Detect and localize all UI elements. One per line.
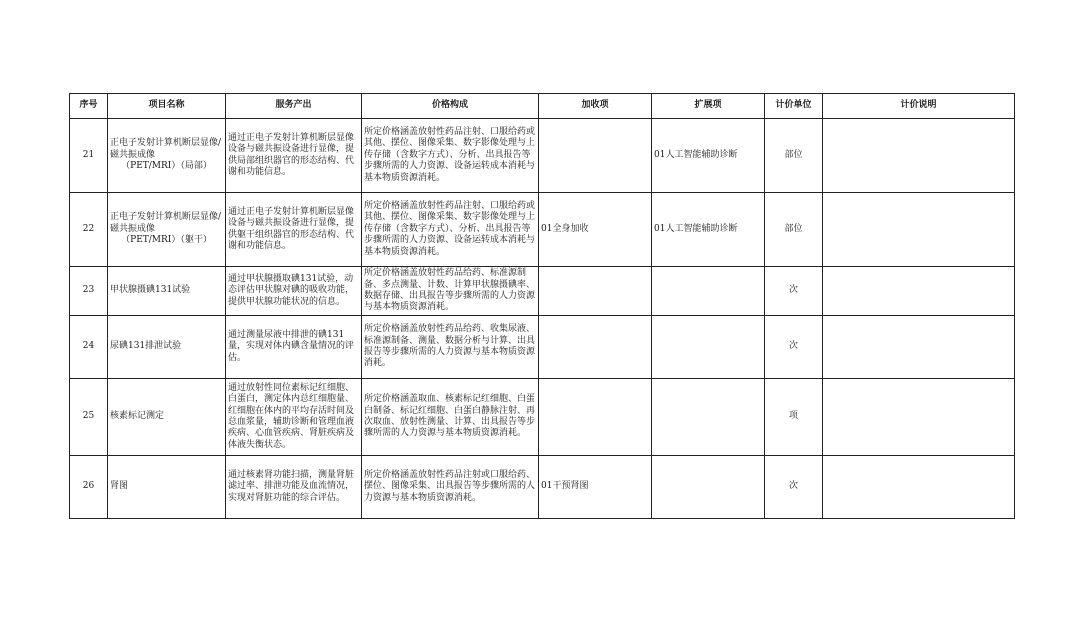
cell-extend (652, 267, 765, 316)
cell-note (823, 193, 1015, 267)
cell-seq: 23 (70, 267, 108, 316)
cell-note (823, 379, 1015, 456)
cell-name-extra: （PET/MRI）（躯干） (121, 235, 212, 246)
header-unit: 计价单位 (765, 94, 823, 119)
cell-unit: 次 (765, 456, 823, 519)
cell-unit: 项 (765, 379, 823, 456)
cell-addon (539, 119, 652, 193)
header-output: 服务产出 (226, 94, 362, 119)
cell-extend (652, 379, 765, 456)
cell-note (823, 119, 1015, 193)
cell-addon: 01干预肾图 (539, 456, 652, 519)
pricing-table (69, 93, 1015, 519)
cell-unit: 次 (765, 267, 823, 316)
cell-price: 所定价格涵盖放射性药品注射或口服给药、摆位、图像采集、出具报告等步骤所需的人力资源与基本物质资源消耗。 (362, 456, 539, 519)
header-price: 价格构成 (362, 94, 539, 119)
table-row (70, 193, 1015, 267)
cell-output: 通过正电子发射计算机断层显像设备与磁共振设备进行显像，提供躯干组织器官的形态结构、代谢和功能信息。 (226, 193, 362, 267)
cell-output: 通过核素肾功能扫描，测量肾脏滤过率、排泄功能及血流情况，实现对肾脏功能的综合评估。 (226, 456, 362, 519)
cell-name: 核素标记测定 (108, 379, 226, 456)
cell-seq: 24 (70, 316, 108, 379)
cell-addon (539, 316, 652, 379)
cell-output: 通过测量尿液中排泄的碘131量，实现对体内碘含量情况的评估。 (226, 316, 362, 379)
cell-seq: 25 (70, 379, 108, 456)
cell-addon (539, 379, 652, 456)
cell-name-main: 正电子发射计算机断层显像/磁共振成像 (110, 212, 222, 234)
cell-note (823, 316, 1015, 379)
pricing-table-page (69, 93, 1014, 519)
cell-price: 所定价格涵盖放射性药品注射、口服给药或其他、摆位、图像采集、数字影像处理与上传存储（含数字方式）、分析、出具报告等步骤所需的人力资源、设备运转成本消耗与基本物质资源消耗。 (362, 119, 539, 193)
header-seq: 序号 (70, 94, 108, 119)
cell-price: 所定价格涵盖放射性药品注射、口服给药或其他、摆位、图像采集、数字影像处理与上传存储（含数字方式）、分析、出具报告等步骤所需的人力资源、设备运转成本消耗与基本物质资源消耗。 (362, 193, 539, 267)
table-row (70, 379, 1015, 456)
header-addon: 加收项 (539, 94, 652, 119)
cell-name (108, 193, 226, 267)
cell-name-main: 正电子发射计算机断层显像/磁共振成像 (110, 138, 222, 160)
cell-extend: 01人工智能辅助诊断 (652, 193, 765, 267)
table-header-row (70, 94, 1015, 119)
cell-name (108, 119, 226, 193)
cell-output: 通过正电子发射计算机断层显像设备与磁共振设备进行显像，提供局部组织器官的形态结构、代谢和功能信息。 (226, 119, 362, 193)
header-name: 项目名称 (108, 94, 226, 119)
table-row (70, 119, 1015, 193)
header-extend: 扩展项 (652, 94, 765, 119)
cell-name: 肾图 (108, 456, 226, 519)
cell-seq: 22 (70, 193, 108, 267)
cell-unit: 部位 (765, 119, 823, 193)
cell-seq: 21 (70, 119, 108, 193)
table-row (70, 316, 1015, 379)
cell-name: 尿碘131排泄试验 (108, 316, 226, 379)
cell-output: 通过放射性同位素标记红细胞、白蛋白，测定体内总红细胞量、红细胞在体内的平均存活时间及总血浆量，辅助诊断和管理血液疾病、心血管疾病、肾脏疾病及体液失衡状态。 (226, 379, 362, 456)
cell-price: 所定价格涵盖放射性药品给药、收集尿液、标准源制备、测量、数据分析与计算、出具报告等步骤所需的人力资源与基本物质资源消耗。 (362, 316, 539, 379)
table-row (70, 456, 1015, 519)
cell-output: 通过甲状腺摄取碘131试验，动态评估甲状腺对碘的吸收功能，提供甲状腺功能状况的信息。 (226, 267, 362, 316)
cell-extend (652, 456, 765, 519)
cell-price: 所定价格涵盖放射性药品给药、标准源制备、多点测量、计数、计算甲状腺摄碘率、数据存储、出具报告等步骤所需的人力资源与基本物质资源消耗。 (362, 267, 539, 316)
cell-addon: 01全身加收 (539, 193, 652, 267)
cell-unit: 部位 (765, 193, 823, 267)
cell-seq: 26 (70, 456, 108, 519)
cell-price: 所定价格涵盖取血、核素标记红细胞、白蛋白制备、标记红细胞、白蛋白静脉注射、再次取血、放射性测量、计算、出具报告等步骤所需的人力资源与基本物质资源消耗。 (362, 379, 539, 456)
cell-name-extra: （PET/MRI）（局部） (121, 161, 212, 172)
cell-extend: 01人工智能辅助诊断 (652, 119, 765, 193)
cell-name: 甲状腺摄碘131试验 (108, 267, 226, 316)
cell-addon (539, 267, 652, 316)
cell-note (823, 267, 1015, 316)
cell-unit: 次 (765, 316, 823, 379)
cell-note (823, 456, 1015, 519)
table-row (70, 267, 1015, 316)
cell-extend (652, 316, 765, 379)
header-note: 计价说明 (823, 94, 1015, 119)
